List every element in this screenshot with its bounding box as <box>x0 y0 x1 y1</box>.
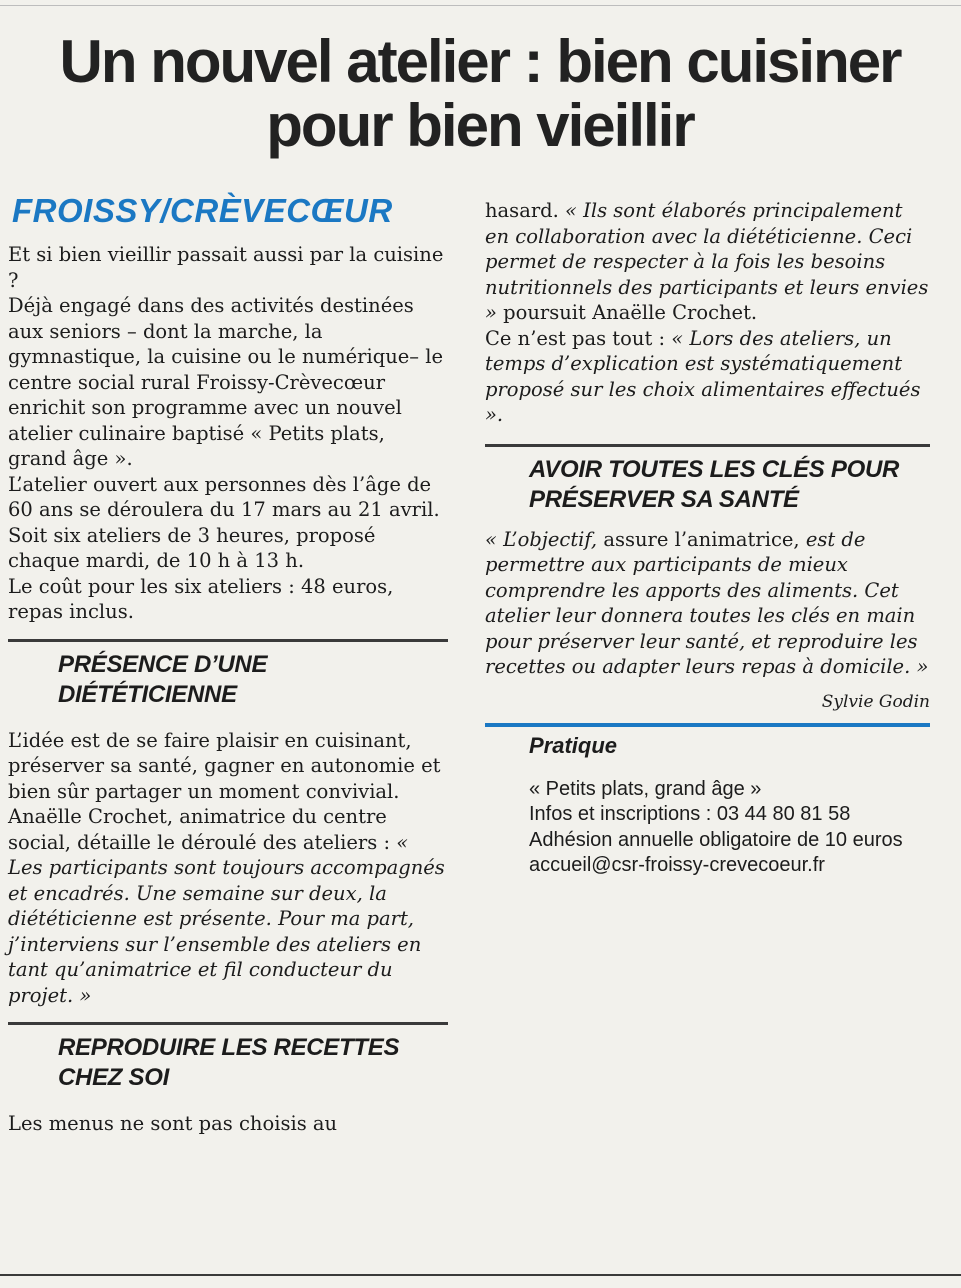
paragraph <box>8 804 448 1008</box>
column-right <box>485 198 930 879</box>
pratique-box <box>485 723 930 879</box>
quote: « L’objectif, <box>485 527 598 551</box>
paragraph <box>485 326 930 428</box>
quote: est de permettre aux participants de mieux comprendre les apports des aliments. Cet atelier leur donnera toutes les clés en main pour préserver leur santé, et reproduire les recettes ou adapter leurs repas à domicile. » <box>485 527 929 678</box>
paragraph-text: Ce n’est pas tout : <box>485 326 666 350</box>
paragraph <box>485 198 930 326</box>
paragraph <box>485 527 930 680</box>
subheading-dieteticienne: PRÉSENCE D’UNE DIÉTÉTICIENNE <box>8 639 448 710</box>
paragraph: L’idée est de se faire plaisir en cuisinant, préserver sa santé, gagner en autonomie et bien sûr partager un moment convivial. <box>8 728 441 803</box>
pratique-email: accueil@csr-froissy-crevecoeur.fr <box>529 854 825 876</box>
paragraph: Les menus ne sont pas choisis au <box>8 1112 338 1135</box>
quote: « Lors des ateliers, un temps d’explication est systématiquement proposé sur les choix alimentaires effectués ». <box>485 326 921 426</box>
subheading-sante: AVOIR TOUTES LES CLÉS POUR PRÉSERVER SA SANTÉ <box>485 444 930 515</box>
author-signature: Sylvie Godin <box>821 691 930 712</box>
headline-line-1: Un nouvel atelier : bien cuisiner <box>59 28 901 95</box>
paragraph: Et si bien vieillir passait aussi par la cuisine ? <box>8 243 444 292</box>
paragraph: L’atelier ouvert aux personnes dès l’âge de 60 ans se déroulera du 17 mars au 21 avril. Soit six ateliers de 3 heures, proposé chaque mardi, de 10 h à 13 h. <box>8 472 440 572</box>
pratique-line: Adhésion annuelle obligatoire de 10 euros <box>529 828 903 851</box>
quote: « Ils sont élaborés principalement en collaboration avec la diététicienne. Ceci permet de respecter à la fois les besoins nutritionnels des participants et leurs envies » <box>485 199 929 324</box>
quote: « Les participants sont toujours accompagnés et encadrés. Une semaine sur deux, la diététicienne est présente. Pour ma part, j’interviens sur l’ensemble des ateliers en tant qu’animatrice et fil conducteur du projet. » <box>8 830 445 1007</box>
paragraph-text: assure l’animatrice, <box>603 527 800 551</box>
paragraph-text: Anaëlle Crochet, animatrice du centre social, détaille le déroulé des ateliers : <box>8 805 391 854</box>
pratique-title: Pratique <box>529 733 618 758</box>
subheading-recettes: REPRODUIRE LES RECETTES CHEZ SOI <box>8 1022 448 1093</box>
headline <box>20 30 940 158</box>
paragraph: Le coût pour les six ateliers : 48 euros, repas inclus. <box>8 574 394 623</box>
headline-line-2: pour bien vieillir <box>266 92 694 159</box>
pratique-phone: Infos et inscriptions : 03 44 80 81 58 <box>529 803 851 825</box>
paragraph-text: hasard. <box>485 199 559 222</box>
column-left <box>8 242 448 1137</box>
paragraph: Déjà engagé dans des activités destinées aux seniors – dont la marche, la gymnastique, la cuisine ou le numérique– le centre social rural Froissy-Crèvecœur enrichit son programme avec un nouvel atelier culinaire baptisé « Petits plats, grand âge ». <box>8 294 444 470</box>
locality-tag: FROISSY/CRÈVECŒUR <box>12 192 393 229</box>
top-rule <box>0 5 961 6</box>
bottom-rule <box>0 1274 961 1276</box>
pratique-line: « Petits plats, grand âge » <box>529 777 762 800</box>
paragraph-text: poursuit Anaëlle Crochet. <box>503 301 758 324</box>
